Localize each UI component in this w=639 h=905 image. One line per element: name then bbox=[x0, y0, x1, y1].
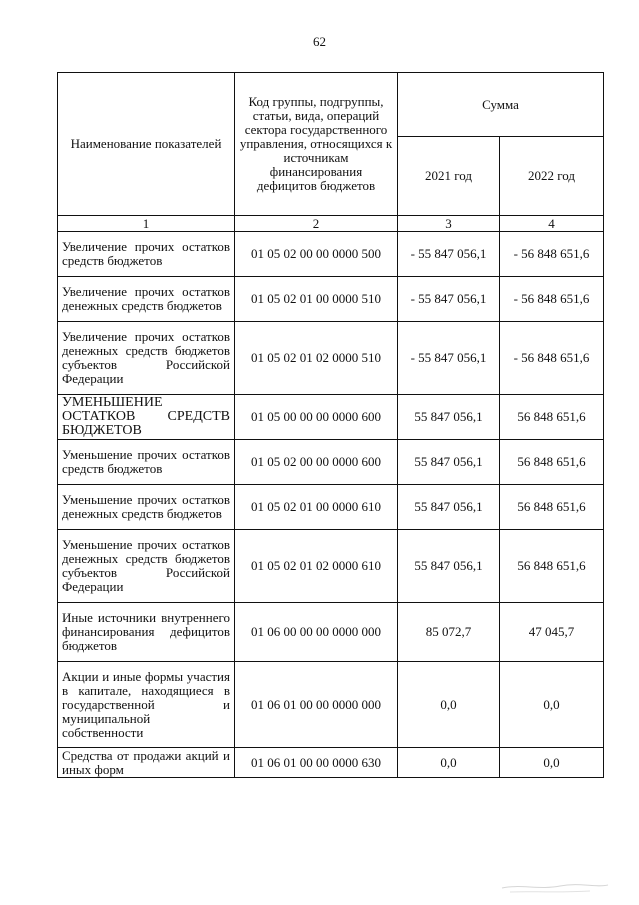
table-row bbox=[58, 662, 604, 748]
row-name: УМЕНЬШЕНИЕ ОСТАТКОВ СРЕДСТВ БЮДЖЕТОВ bbox=[58, 395, 235, 440]
table-row bbox=[58, 232, 604, 277]
row-value-2021: - 55 847 056,1 bbox=[398, 232, 500, 277]
row-code: 01 05 02 01 00 0000 610 bbox=[235, 485, 398, 530]
row-code: 01 05 02 01 02 0000 610 bbox=[235, 530, 398, 603]
row-value-2022: 56 848 651,6 bbox=[500, 395, 604, 440]
row-code: 01 06 01 00 00 0000 000 bbox=[235, 662, 398, 748]
table-row bbox=[58, 748, 604, 778]
row-value-2021: 0,0 bbox=[398, 662, 500, 748]
header-sum-column: Сумма bbox=[398, 73, 604, 137]
column-number: 2 bbox=[235, 216, 398, 232]
row-value-2022: 56 848 651,6 bbox=[500, 485, 604, 530]
table-row bbox=[58, 440, 604, 485]
row-name: Уменьшение прочих остатков денежных средств бюджетов субъектов Российской Федерации bbox=[58, 530, 235, 603]
row-code: 01 05 02 01 00 0000 510 bbox=[235, 277, 398, 322]
row-name: Увеличение прочих остатков денежных средств бюджетов субъектов Российской Федерации bbox=[58, 322, 235, 395]
faint-stamp-mark bbox=[500, 866, 610, 896]
table-row bbox=[58, 530, 604, 603]
row-name: Увеличение прочих остатков денежных средств бюджетов bbox=[58, 277, 235, 322]
row-code: 01 05 00 00 00 0000 600 bbox=[235, 395, 398, 440]
row-code: 01 05 02 00 00 0000 500 bbox=[235, 232, 398, 277]
row-value-2021: 85 072,7 bbox=[398, 603, 500, 662]
row-value-2022: 56 848 651,6 bbox=[500, 440, 604, 485]
row-code: 01 05 02 01 02 0000 510 bbox=[235, 322, 398, 395]
row-value-2022: - 56 848 651,6 bbox=[500, 277, 604, 322]
table-row bbox=[58, 277, 604, 322]
row-value-2021: - 55 847 056,1 bbox=[398, 322, 500, 395]
row-code: 01 06 01 00 00 0000 630 bbox=[235, 748, 398, 778]
row-value-2021: 0,0 bbox=[398, 748, 500, 778]
row-value-2021: 55 847 056,1 bbox=[398, 395, 500, 440]
row-value-2022: - 56 848 651,6 bbox=[500, 232, 604, 277]
table-row bbox=[58, 322, 604, 395]
row-name: Акции и иные формы участия в капитале, находящиеся в государственной и муниципальной собственности bbox=[58, 662, 235, 748]
row-value-2021: - 55 847 056,1 bbox=[398, 277, 500, 322]
header-year-2022: 2022 год bbox=[500, 137, 604, 216]
row-name: Увеличение прочих остатков средств бюджетов bbox=[58, 232, 235, 277]
row-name: Иные источники внутреннего финансирования дефицитов бюджетов bbox=[58, 603, 235, 662]
row-name: Уменьшение прочих остатков средств бюджетов bbox=[58, 440, 235, 485]
header-year-2021: 2021 год bbox=[398, 137, 500, 216]
row-value-2022: 56 848 651,6 bbox=[500, 530, 604, 603]
row-value-2022: - 56 848 651,6 bbox=[500, 322, 604, 395]
row-name: Средства от продажи акций и иных форм bbox=[58, 748, 235, 778]
page-number: 62 bbox=[313, 34, 326, 49]
column-number: 3 bbox=[398, 216, 500, 232]
header-name-column: Наименование показателей bbox=[58, 73, 235, 216]
table-row bbox=[58, 395, 604, 440]
row-value-2022: 0,0 bbox=[500, 662, 604, 748]
row-value-2022: 47 045,7 bbox=[500, 603, 604, 662]
table-row bbox=[58, 485, 604, 530]
column-numbers-row bbox=[58, 216, 604, 232]
header-code-column: Код группы, подгруппы, статьи, вида, операций сектора государственного управления, относящихся к источникам финансирования дефицитов бюджетов bbox=[235, 73, 398, 216]
row-value-2021: 55 847 056,1 bbox=[398, 440, 500, 485]
column-number: 4 bbox=[500, 216, 604, 232]
table-row bbox=[58, 603, 604, 662]
row-name: Уменьшение прочих остатков денежных средств бюджетов bbox=[58, 485, 235, 530]
row-code: 01 05 02 00 00 0000 600 bbox=[235, 440, 398, 485]
row-value-2021: 55 847 056,1 bbox=[398, 485, 500, 530]
row-value-2022: 0,0 bbox=[500, 748, 604, 778]
row-code: 01 06 00 00 00 0000 000 bbox=[235, 603, 398, 662]
row-value-2021: 55 847 056,1 bbox=[398, 530, 500, 603]
column-number: 1 bbox=[58, 216, 235, 232]
financing-sources-table bbox=[57, 72, 604, 778]
